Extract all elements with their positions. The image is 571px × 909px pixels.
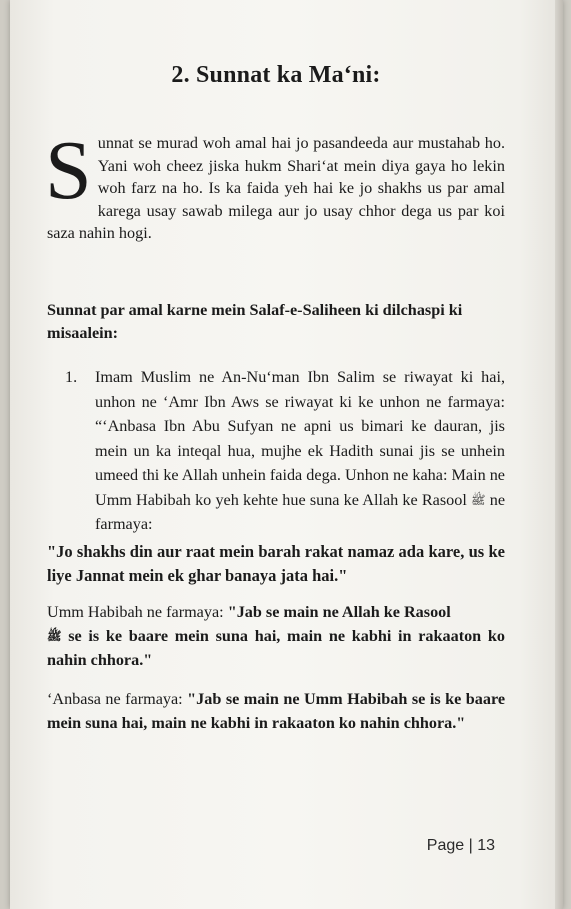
para2-quote: "Jab se main ne Umm Habibah se is ke baare mein suna hai, main ne kabhi in rakaaton ko nahin chhora." [47,690,506,732]
salawat-symbol-2: ﷺ [47,629,62,643]
intro-paragraph [45,124,505,245]
list-item-number: 1. [65,368,78,386]
page-edge [555,0,563,909]
section-heading: Sunnat par amal karne mein Salaf-e-Saliheen ki dilchaspi ki misaalein: [47,301,463,342]
list-item-text [95,365,505,537]
para2-lead: ‘Anbasa ne farmaya: [47,690,183,708]
para1-lead: Umm Habibah ne farmaya: [47,603,224,621]
salawat-symbol: ﷺ [471,492,486,507]
list-item-text-b: ne farmaya: [95,490,505,533]
book-page [10,0,563,909]
hadith-quote: "Jo shakhs din aur raat mein barah rakat namaz ada kare, us ke liye Jannat mein ek ghar banaya jata hai." [47,542,505,585]
intro-text: unnat se murad woh amal hai jo pasandeeda aur mustahab ho. Yani woh cheez jiska hukm Shari‘at mein diya gaya ho lekin woh farz na ho. Is ka faida yeh hai ke jo shakhs us par amal karega usay sawab milega aur jo usay chhor dega us par koi saza nahin hogi. [47,134,505,242]
para1-quote-b: se is ke baare mein suna hai, main ne kabhi in rakaaton ko nahin chhora." [47,627,505,669]
paragraph-umm-habibah [47,600,505,672]
drop-cap: S [45,124,92,217]
page-number: Page | 13 [426,837,495,854]
list-item-text-a: Imam Muslim ne An-Nu‘man Ibn Salim se riwayat ki hai, unhon ne ‘Amr Ibn Aws se riwayat ki ke unhon ne farmaya: “‘Anbasa Ibn Abu Sufyan ne apni us bimari ke dauran, jis mein un ka inteqal hua, mujhe ek Hadith sunai jis se unhein umeed thi ke Allah unhein faida dega. Unhon ne kaha: Main ne Umm Habibah ko yeh kehte hue suna ke Allah ke Rasool [95,368,505,509]
page-title: 2. Sunnat ka Ma‘ni: [171,62,381,88]
para1-quote-a: "Jab se main ne Allah ke Rasool [227,603,451,621]
paragraph-anbasa [47,687,505,735]
list-item [65,365,505,537]
